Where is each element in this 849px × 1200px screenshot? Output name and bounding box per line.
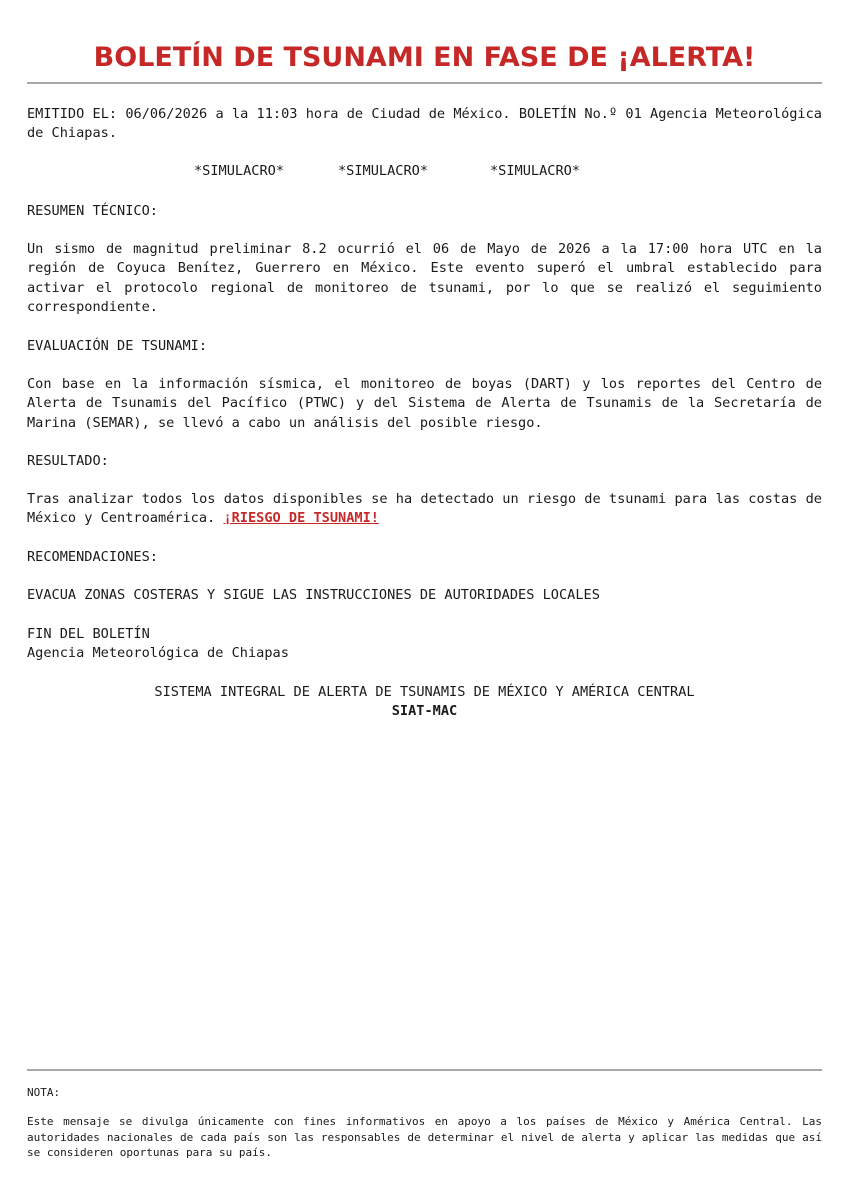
header-divider [27, 82, 822, 84]
technical-summary-body: Un sismo de magnitud preliminar 8.2 ocurrió el 06 de Mayo de 2026 a la 17:00 hora UTC en la región de Coyuca Benítez, Guerrero en México. Este evento superó el umbral establecido para activar el protocolo regional de monitoreo de tsunami, por lo que se realizó el seguimiento correspondiente. [27, 241, 822, 316]
system-name: SISTEMA INTEGRAL DE ALERTA DE TSUNAMIS DE MÉXICO Y AMÉRICA CENTRAL [154, 684, 695, 700]
drill-banner [0, 163, 849, 183]
drill-label: *SIMULACRO* [490, 163, 581, 179]
system-code: SIAT-MAC [391, 703, 458, 719]
technical-summary-heading: RESUMEN TÉCNICO: [27, 203, 158, 219]
note-label: NOTA: [27, 1086, 61, 1099]
issued-line: EMITIDO EL: 06/06/2026 a la 11:03 hora de Ciudad de México. BOLETÍN No.º 01 Agencia Meteorológica de Chiapas. [27, 106, 822, 142]
result-heading: RESULTADO: [27, 453, 109, 469]
recommendations-heading: RECOMENDACIONES: [27, 549, 158, 565]
note-body: Este mensaje se divulga únicamente con fines informativos en apoyo a los países de México y América Central. Las autoridades nacionales de cada país son las responsables de determinar el nivel de alerta y aplicar las medidas que así se consideren oportunas para su país. [27, 1115, 822, 1159]
drill-label: *SIMULACRO* [338, 163, 429, 179]
evaluation-heading: EVALUACIÓN DE TSUNAMI: [27, 338, 208, 354]
footer-divider [27, 1069, 822, 1071]
issuing-agency: Agencia Meteorológica de Chiapas [27, 645, 289, 661]
tsunami-risk-alert: ¡RIESGO DE TSUNAMI! [223, 510, 379, 527]
drill-label: *SIMULACRO* [194, 163, 285, 179]
bulletin-end: FIN DEL BOLETÍN [27, 626, 150, 642]
recommendations-body: EVACUA ZONAS COSTERAS Y SIGUE LAS INSTRUCCIONES DE AUTORIDADES LOCALES [27, 587, 600, 603]
result-text: Tras analizar todos los datos disponibles se ha detectado un riesgo de tsunami para las costas de México y Centroamérica. [27, 491, 822, 527]
evaluation-body: Con base en la información sísmica, el monitoreo de boyas (DART) y los reportes del Centro de Alerta de Tsunamis del Pacífico (PTWC) y del Sistema de Alerta de Tsunamis de la Secretaría de Marina (SEMAR), se llevó a cabo un análisis del posible riesgo. [27, 376, 822, 431]
bulletin-title: BOLETÍN DE TSUNAMI EN FASE DE ¡ALERTA! [93, 42, 756, 73]
result-body [27, 490, 822, 529]
